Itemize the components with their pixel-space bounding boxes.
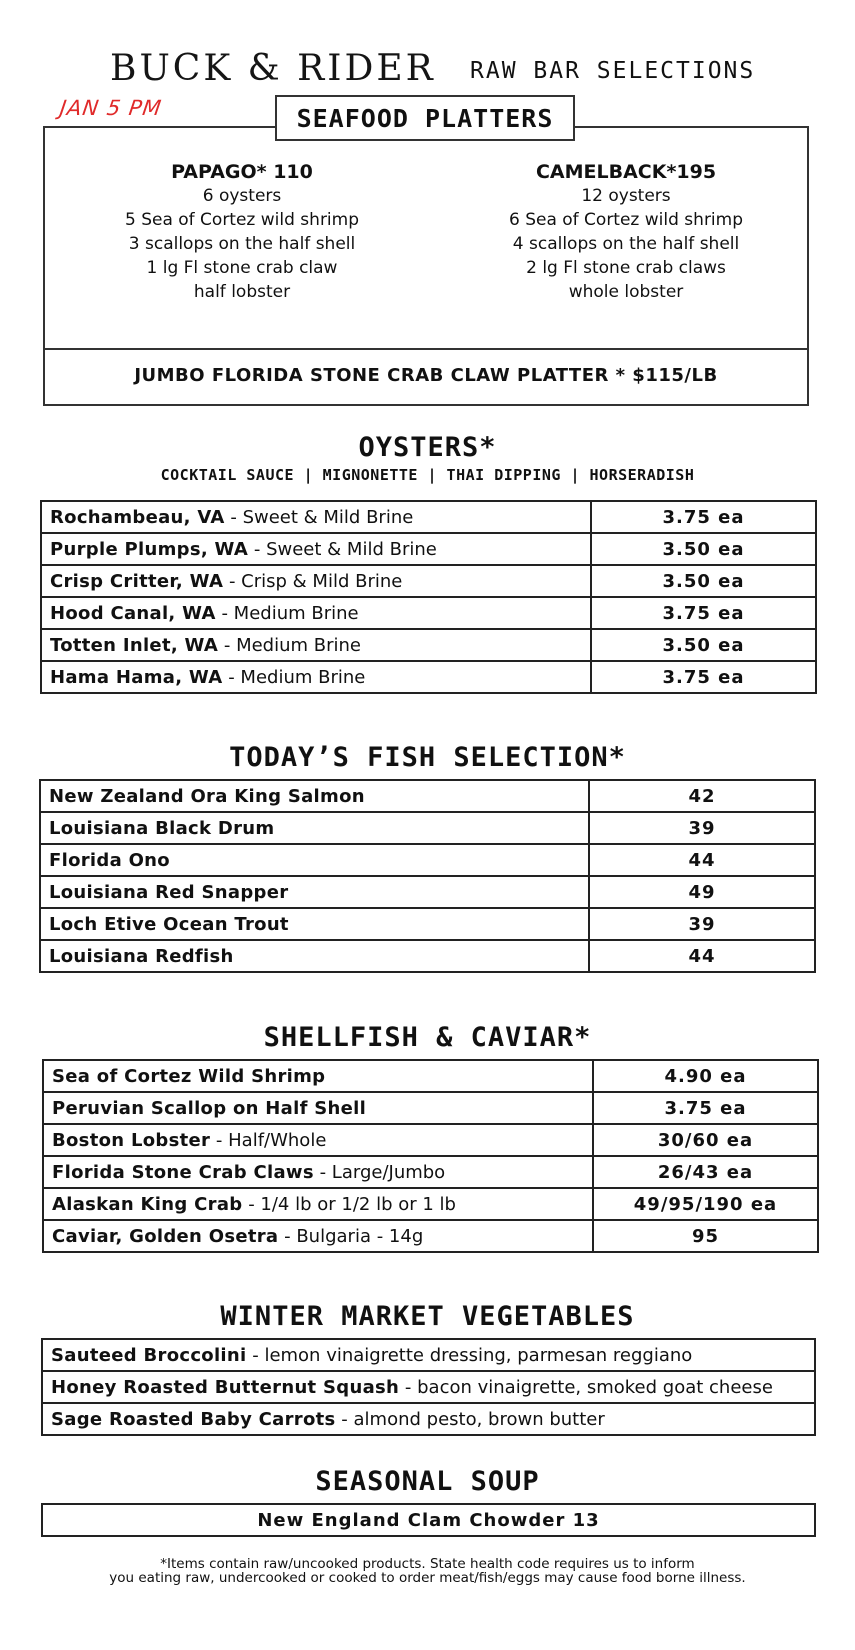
item-name: Purple Plumps, WA <box>50 538 249 560</box>
platter-line: whole lobster <box>568 282 684 302</box>
platter-line: 6 Sea of Cortez wild shrimp <box>508 210 744 230</box>
item-price: 3.75 ea <box>591 661 816 693</box>
item-name: Crisp Critter, WA <box>50 570 224 592</box>
item-price: 49/95/190 ea <box>593 1188 818 1220</box>
item-name: Rochambeau, VA <box>50 506 225 528</box>
soup-table <box>41 1503 816 1537</box>
item-name: Florida Ono <box>49 849 170 871</box>
table-row <box>43 1124 818 1156</box>
platter-line: 1 lg Fl stone crab claw <box>146 258 338 278</box>
item-cell <box>43 1124 593 1156</box>
item-name: Louisiana Redfish <box>49 945 234 967</box>
item-cell <box>43 1188 593 1220</box>
restaurant-brand: BUCK & RIDER <box>110 48 436 89</box>
item-name: Totten Inlet, WA <box>50 634 219 656</box>
item-cell <box>40 844 589 876</box>
item-price: 3.50 ea <box>591 565 816 597</box>
table-row <box>42 1371 815 1403</box>
item-name: Caviar, Golden Osetra <box>52 1225 279 1247</box>
item-cell <box>41 629 591 661</box>
menu-subtitle: RAW BAR SELECTIONS <box>470 58 756 84</box>
platter-line: 6 oysters <box>202 186 282 206</box>
item-cell <box>42 1339 815 1371</box>
oysters-table <box>40 500 817 694</box>
oyster-sauces: COCKTAIL SAUCE | MIGNONETTE | THAI DIPPING | HORSERADISH <box>160 466 695 484</box>
table-row <box>42 1403 815 1435</box>
item-price: 49 <box>589 876 815 908</box>
item-name: Sauteed Broccolini <box>51 1344 247 1366</box>
item-cell <box>41 533 591 565</box>
item-name: Hama Hama, WA <box>50 666 223 688</box>
item-name: Honey Roasted Butternut Squash <box>51 1376 400 1398</box>
platter-name: PAPAGO* 110 <box>171 161 313 183</box>
item-desc: - Medium Brine <box>218 634 362 656</box>
item-cell <box>43 1156 593 1188</box>
item-cell <box>41 501 591 533</box>
item-cell <box>42 1403 815 1435</box>
item-cell <box>43 1060 593 1092</box>
table-row <box>43 1188 818 1220</box>
table-row <box>42 1504 815 1536</box>
platter-line: 12 oysters <box>581 186 671 206</box>
footnote-line: *Items contain raw/uncooked products. State health code requires us to inform <box>160 1556 695 1572</box>
platter-papago <box>82 160 402 304</box>
platter-line: 3 scallops on the half shell <box>128 234 356 254</box>
platter-divider <box>45 348 807 350</box>
item-price: 44 <box>589 844 815 876</box>
item-price: 4.90 ea <box>593 1060 818 1092</box>
item-desc: - almond pesto, brown butter <box>335 1408 605 1430</box>
table-row <box>40 780 815 812</box>
item-desc: - lemon vinaigrette dressing, parmesan reggiano <box>246 1344 693 1366</box>
item-cell <box>43 1220 593 1252</box>
item-cell <box>41 565 591 597</box>
oysters-title: OYSTERS* <box>358 432 497 463</box>
item-cell <box>40 876 589 908</box>
item-price: 39 <box>589 812 815 844</box>
item-price: 44 <box>589 940 815 972</box>
item-price: 42 <box>589 780 815 812</box>
table-row <box>40 940 815 972</box>
table-row <box>40 876 815 908</box>
item-desc: - Bulgaria - 14g <box>278 1225 424 1247</box>
item-cell <box>40 940 589 972</box>
item-name: Loch Etive Ocean Trout <box>49 913 289 935</box>
platter-line: 5 Sea of Cortez wild shrimp <box>124 210 360 230</box>
item-price: 39 <box>589 908 815 940</box>
health-footnote <box>0 1557 855 1585</box>
item-price: 95 <box>593 1220 818 1252</box>
item-price: 3.50 ea <box>591 533 816 565</box>
item-cell <box>43 1092 593 1124</box>
table-row <box>40 908 815 940</box>
item-name: Louisiana Red Snapper <box>49 881 289 903</box>
footnote-line: you eating raw, undercooked or cooked to order meat/fish/eggs may cause food borne illness. <box>109 1570 746 1586</box>
item-name: Peruvian Scallop on Half Shell <box>52 1097 367 1119</box>
platter-line: 2 lg Fl stone crab claws <box>526 258 726 278</box>
table-row <box>42 1339 815 1371</box>
item-name: Boston Lobster <box>52 1129 211 1151</box>
item-name: New Zealand Ora King Salmon <box>49 785 365 807</box>
item-cell <box>40 908 589 940</box>
table-row <box>43 1060 818 1092</box>
item-desc: - bacon vinaigrette, smoked goat cheese <box>399 1376 773 1398</box>
platter-line: 4 scallops on the half shell <box>512 234 740 254</box>
table-row <box>41 661 816 693</box>
table-row <box>41 565 816 597</box>
item-price: 26/43 ea <box>593 1156 818 1188</box>
item-desc: - Sweet & Mild Brine <box>224 506 414 528</box>
shellfish-title: SHELLFISH & CAVIAR* <box>263 1022 592 1053</box>
item-cell <box>41 597 591 629</box>
soup-title: SEASONAL SOUP <box>315 1466 540 1497</box>
vegetables-table <box>41 1338 816 1436</box>
item-name: Hood Canal, WA <box>50 602 216 624</box>
shellfish-table <box>42 1059 819 1253</box>
item-price: 3.50 ea <box>591 629 816 661</box>
item-desc: - 1/4 lb or 1/2 lb or 1 lb <box>242 1193 456 1215</box>
table-row <box>41 629 816 661</box>
item-cell <box>40 812 589 844</box>
item-name: Sea of Cortez Wild Shrimp <box>52 1065 326 1087</box>
item-name: Alaskan King Crab <box>52 1193 243 1215</box>
item-desc: - Medium Brine <box>215 602 359 624</box>
item-cell <box>41 661 591 693</box>
fish-title: TODAY’S FISH SELECTION* <box>229 742 626 773</box>
table-row <box>40 844 815 876</box>
item-name: Florida Stone Crab Claws <box>52 1161 314 1183</box>
table-row <box>43 1156 818 1188</box>
table-row <box>43 1092 818 1124</box>
table-row <box>41 501 816 533</box>
table-row <box>40 812 815 844</box>
item-price: 3.75 ea <box>591 501 816 533</box>
item-name: Louisiana Black Drum <box>49 817 275 839</box>
table-row <box>41 533 816 565</box>
item-price: 3.75 ea <box>591 597 816 629</box>
vegetables-title: WINTER MARKET VEGETABLES <box>220 1301 635 1332</box>
fish-table <box>39 779 816 973</box>
handwritten-date: JAN 5 PM <box>58 96 164 120</box>
jumbo-crab-platter: JUMBO FLORIDA STONE CRAB CLAW PLATTER * $115/LB <box>134 365 718 386</box>
table-row <box>41 597 816 629</box>
item-cell <box>42 1371 815 1403</box>
item-desc: - Large/Jumbo <box>313 1161 446 1183</box>
platter-name: CAMELBACK*195 <box>535 161 717 183</box>
item-desc: - Medium Brine <box>222 666 366 688</box>
item-desc: - Sweet & Mild Brine <box>248 538 437 560</box>
soup-item: New England Clam Chowder 13 <box>42 1504 815 1536</box>
item-cell <box>40 780 589 812</box>
platter-line: half lobster <box>193 282 291 302</box>
item-price: 3.75 ea <box>593 1092 818 1124</box>
platter-camelback <box>466 160 786 304</box>
item-price: 30/60 ea <box>593 1124 818 1156</box>
seafood-platters-title: SEAFOOD PLATTERS <box>275 95 575 141</box>
item-name: Sage Roasted Baby Carrots <box>51 1408 336 1430</box>
table-row <box>43 1220 818 1252</box>
item-desc: - Half/Whole <box>210 1129 327 1151</box>
item-desc: - Crisp & Mild Brine <box>223 570 403 592</box>
